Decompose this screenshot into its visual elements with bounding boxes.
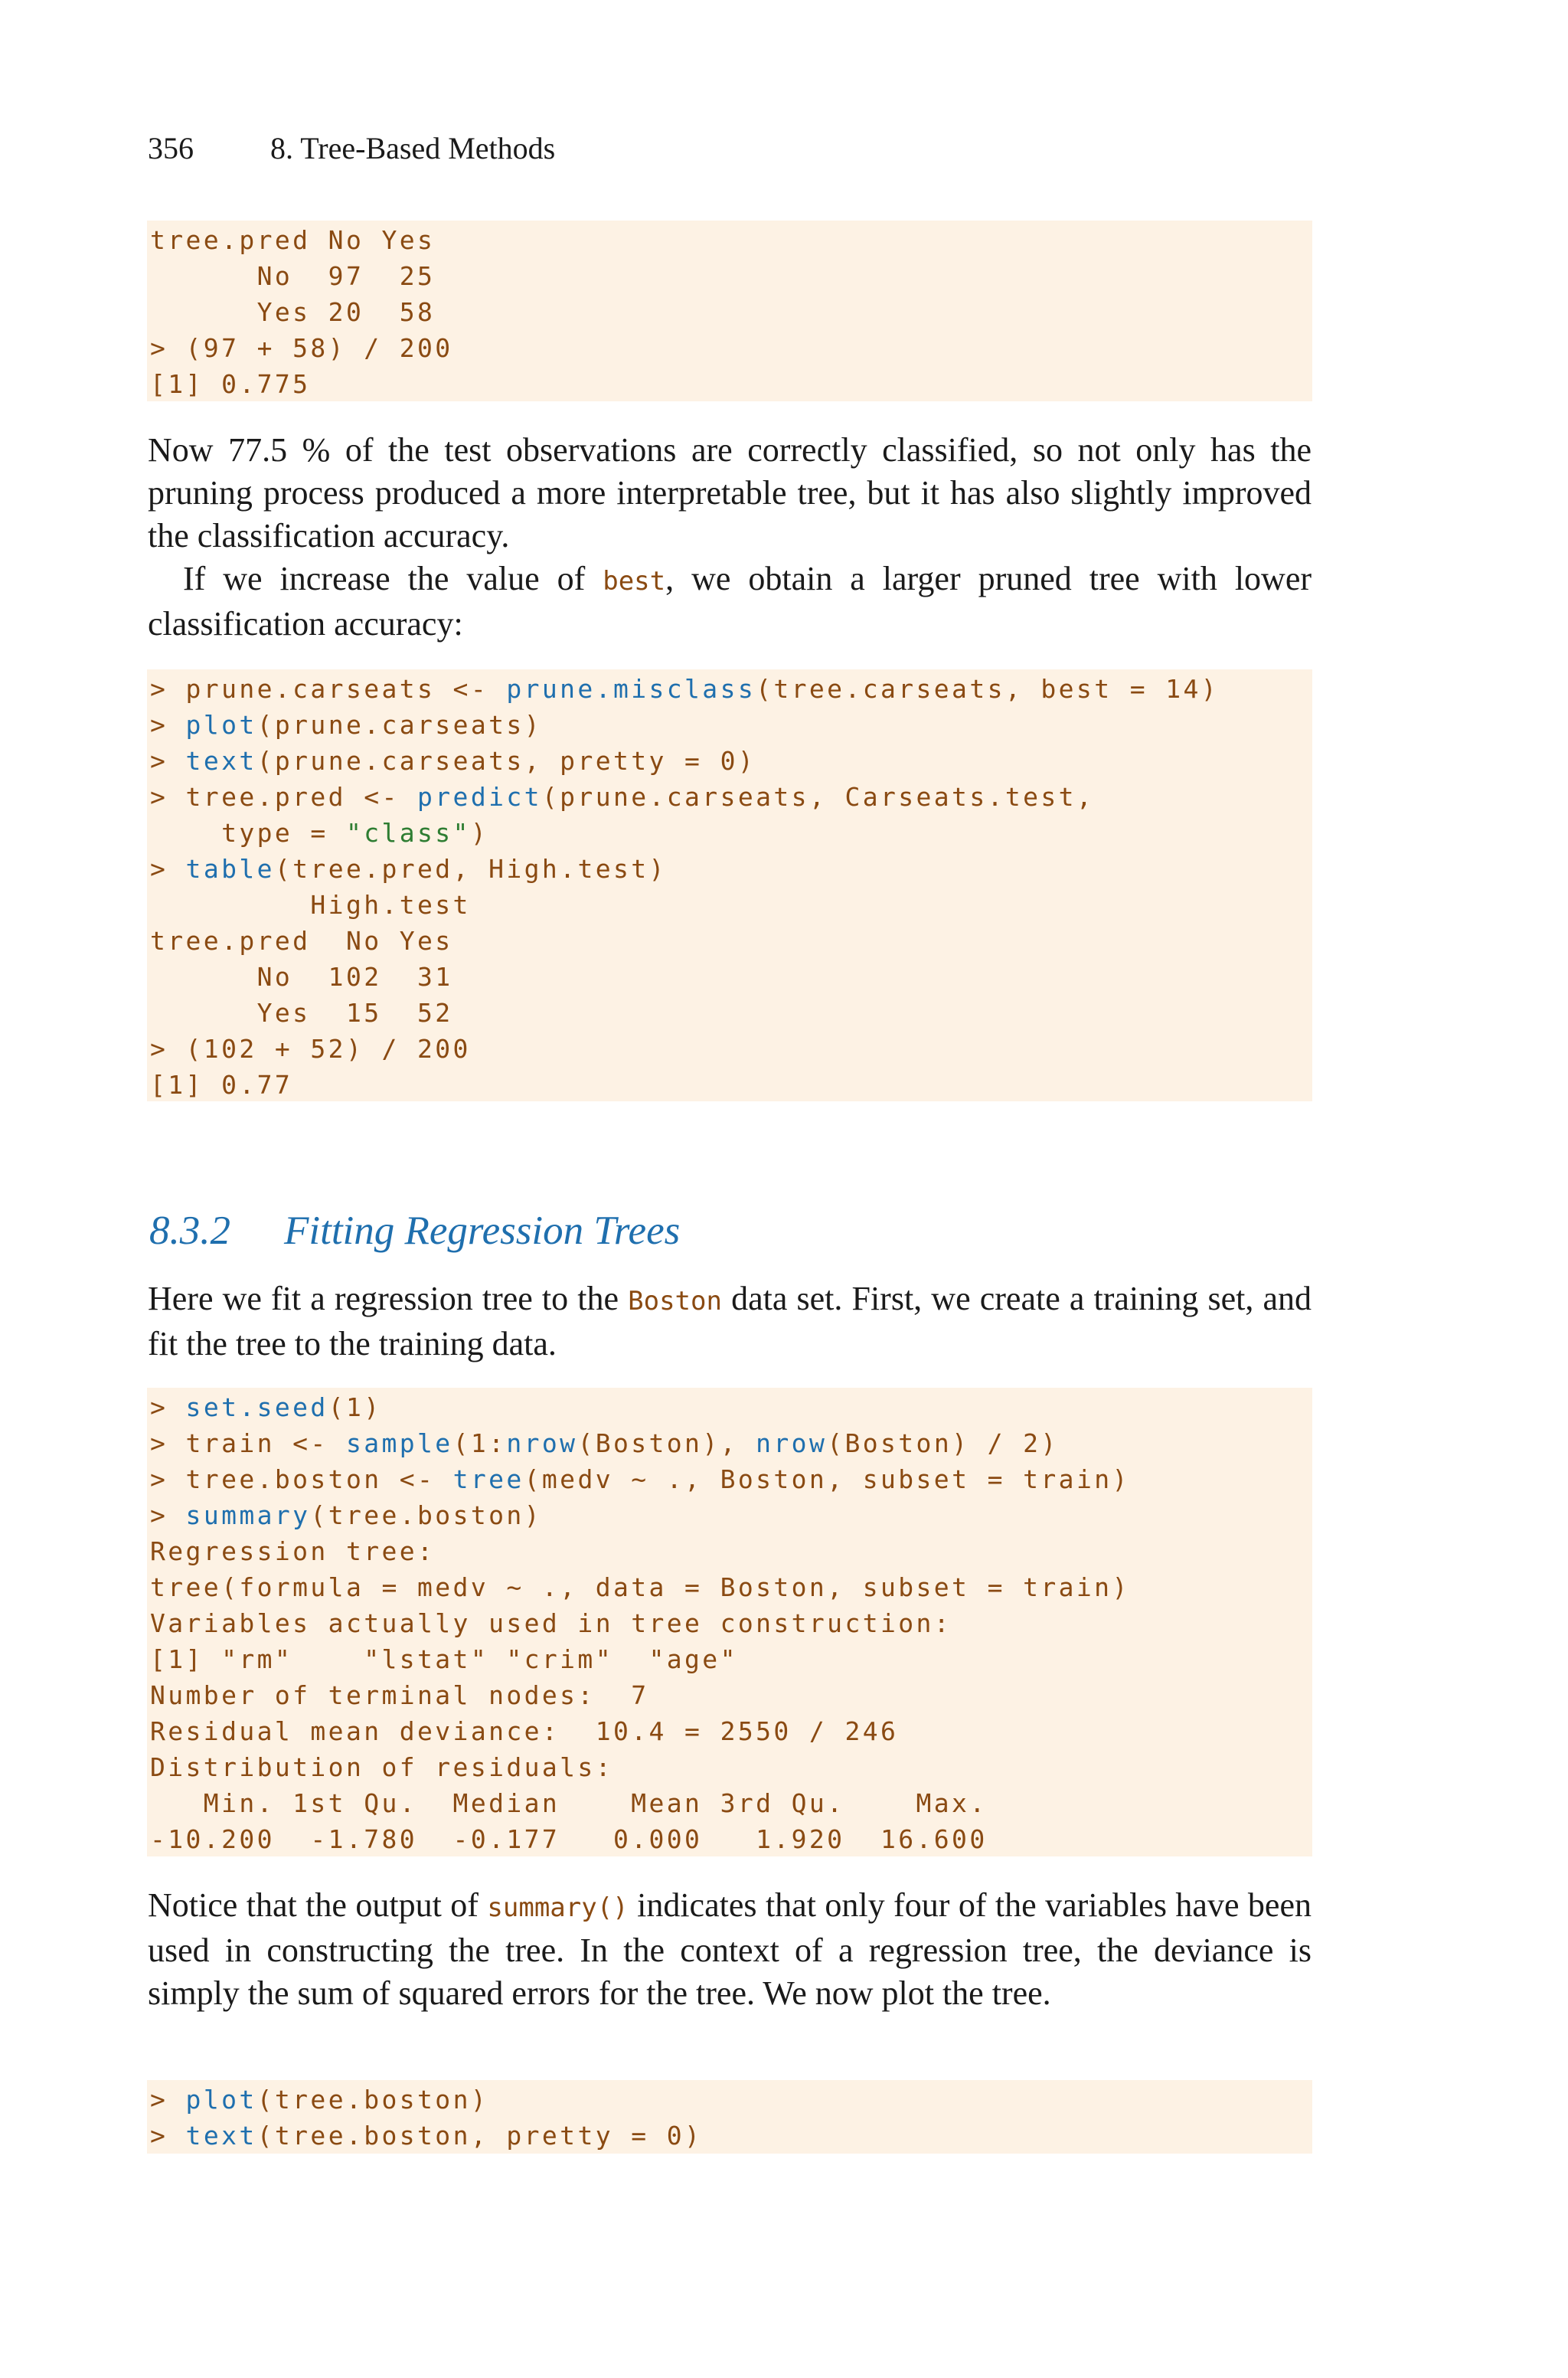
running-header bbox=[148, 127, 555, 170]
code-line: Residual mean deviance: 10.4 = 2550 / 246 bbox=[150, 1716, 899, 1746]
text-run: , we obtain a larger pruned tree with lower classification accuracy: bbox=[148, 560, 1312, 643]
code-block-regression-tree bbox=[147, 1388, 1312, 1856]
code-line: No 102 31 bbox=[150, 962, 453, 992]
code-line: [1] "rm" "lstat" "crim" "age" bbox=[150, 1644, 738, 1674]
code-line: Yes 20 58 bbox=[150, 297, 436, 327]
section-number: 8.3.2 bbox=[149, 1209, 230, 1253]
paragraph-text: Here we fit a regression tree to the Boston data set. First, we create a training set, and fit the tree to the training data. bbox=[148, 1280, 1312, 1362]
paragraph-accuracy bbox=[148, 429, 1312, 646]
paragraph-text: Now 77.5 % of the test observations are correctly classified, so not only has the pruning process produced a more interpretable tree, but it has also slightly improved the classification accuracy. bbox=[148, 431, 1312, 554]
section-heading bbox=[149, 1204, 680, 1258]
paragraph-summary-notice bbox=[148, 1884, 1312, 2015]
code-line: Yes 15 52 bbox=[150, 998, 453, 1028]
code-line: > (102 + 52) / 200 bbox=[150, 1034, 471, 1064]
code-line: > table(tree.pred, High.test) bbox=[150, 854, 667, 884]
code-line: Min. 1st Qu. Median Mean 3rd Qu. Max. bbox=[150, 1788, 988, 1818]
code-line: > tree.pred <- predict(prune.carseats, Carseats.test, bbox=[150, 782, 1095, 812]
code-line: > text(prune.carseats, pretty = 0) bbox=[150, 746, 756, 776]
code-line: tree.pred No Yes bbox=[150, 926, 453, 956]
code-line: > train <- sample(1:nrow(Boston), nrow(Boston) / 2) bbox=[150, 1428, 1059, 1458]
code-line: > set.seed(1) bbox=[150, 1392, 382, 1422]
code-line: Number of terminal nodes: 7 bbox=[150, 1680, 649, 1710]
code-block-prune bbox=[147, 669, 1312, 1101]
code-line: Variables actually used in tree construction: bbox=[150, 1608, 952, 1638]
code-line: No 97 25 bbox=[150, 261, 436, 291]
code-line: > (97 + 58) / 200 bbox=[150, 333, 453, 363]
page-number: 356 bbox=[148, 131, 194, 165]
code-line: > plot(tree.boston) bbox=[150, 2085, 489, 2115]
code-block-confusion-matrix bbox=[147, 221, 1312, 401]
code-line: -10.200 -1.780 -0.177 0.000 1.920 16.600 bbox=[150, 1824, 988, 1854]
code-line: tree(formula = medv ∼ ., data = Boston, subset = train) bbox=[150, 1572, 1130, 1602]
code-line: [1] 0.775 bbox=[150, 369, 311, 399]
paragraph-boston-intro bbox=[148, 1277, 1312, 1366]
code-line: > summary(tree.boston) bbox=[150, 1500, 542, 1530]
code-line: Regression tree: bbox=[150, 1536, 436, 1566]
code-line: type = "class") bbox=[150, 818, 489, 848]
code-line: > tree.boston <- tree(medv ∼ ., Boston, subset = train) bbox=[150, 1464, 1130, 1494]
paragraph-text-best bbox=[148, 558, 1312, 646]
section-title: Fitting Regression Trees bbox=[284, 1209, 681, 1253]
inline-code-boston: Boston bbox=[628, 1286, 722, 1317]
paragraph-text: Notice that the output of summary() indicates that only four of the variables have been used in constructing the tree. In the context of a regression tree, the deviance is simply the sum of squared errors for the tree. We now plot the tree. bbox=[148, 1886, 1312, 2012]
chapter-title: 8. Tree-Based Methods bbox=[270, 131, 556, 165]
code-line: > text(tree.boston, pretty = 0) bbox=[150, 2121, 703, 2151]
code-line: [1] 0.77 bbox=[150, 1070, 293, 1100]
code-block-plot-tree bbox=[147, 2080, 1312, 2154]
inline-code-summary: summary() bbox=[487, 1892, 629, 1923]
code-line: Distribution of residuals: bbox=[150, 1752, 613, 1782]
code-line: High.test bbox=[150, 890, 471, 920]
inline-code-best: best bbox=[603, 566, 666, 597]
code-line: > plot(prune.carseats) bbox=[150, 710, 542, 740]
text-run: If we increase the value of bbox=[183, 560, 603, 597]
code-line: > prune.carseats <- prune.misclass(tree.carseats, best = 14) bbox=[150, 674, 1220, 704]
code-line: tree.pred No Yes bbox=[150, 225, 436, 255]
